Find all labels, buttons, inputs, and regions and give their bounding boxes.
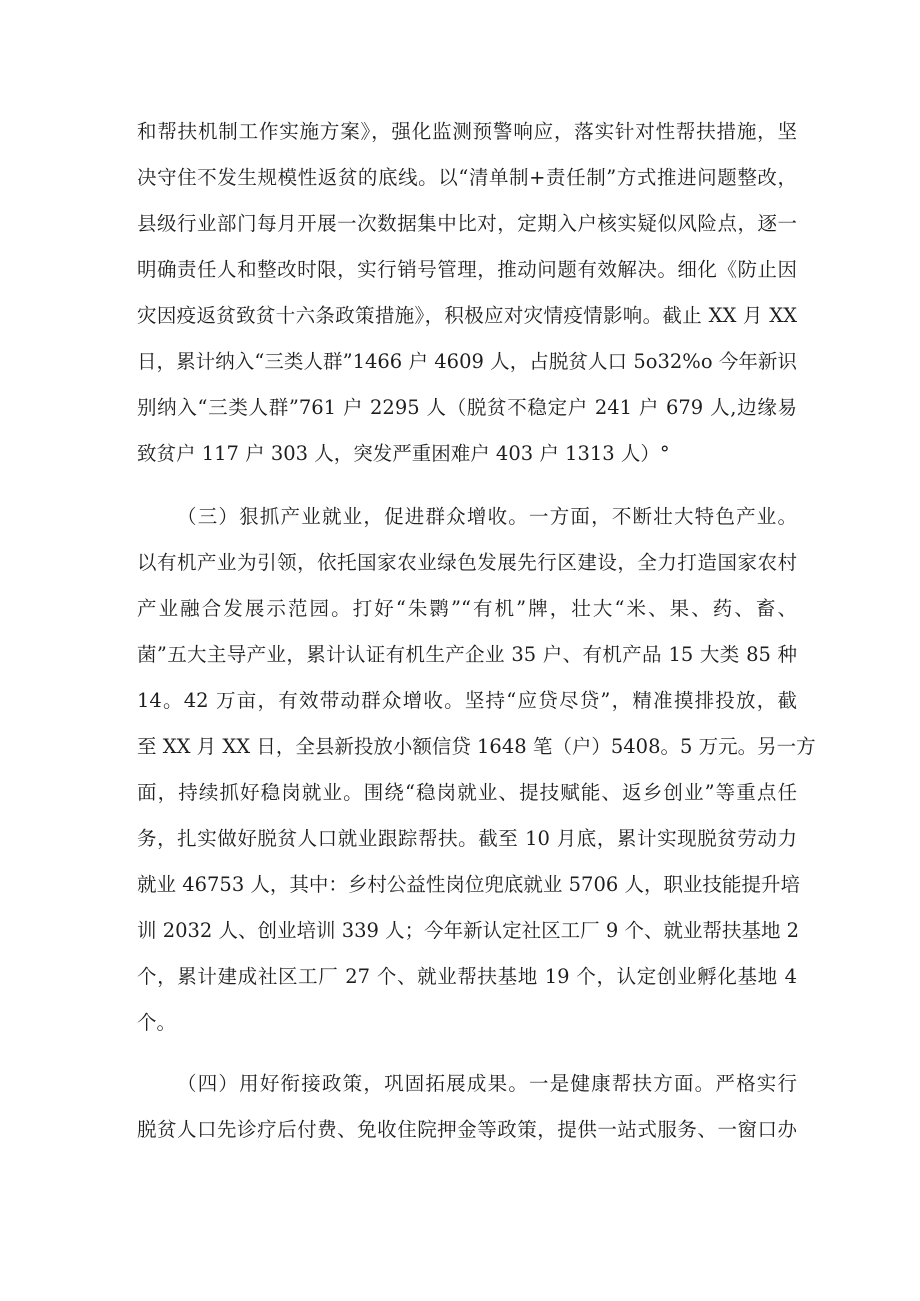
paragraph-line: 14。42 万亩，有效带动群众增收。坚持“应贷尽贷”，精准摸排投放，截 bbox=[137, 689, 797, 712]
paragraph-line: 产业融合发展示范园。打好“朱鹮”“有机”牌，壮大“米、果、药、畜、 bbox=[137, 597, 797, 620]
paragraph-line: （三）狠抓产业就业，促进群众增收。一方面，不断壮大特色产业。 bbox=[177, 505, 797, 528]
paragraph-line: 面，持续抓好稳岗就业。围绕“稳岗就业、提技赋能、返乡创业”等重点任 bbox=[137, 781, 797, 804]
paragraph-line: 个，累计建成社区工厂 27 个、就业帮扶基地 19 个，认定创业孵化基地 4 bbox=[137, 965, 797, 988]
paragraph-line: 训 2032 人、创业培训 339 人；今年新认定社区工厂 9 个、就业帮扶基地 2 bbox=[137, 919, 800, 942]
paragraph-line: 决守住不发生规模性返贫的底线。以“清单制+责任制”方式推进问题整改， bbox=[137, 166, 797, 189]
paragraph-line: 和帮扶机制工作实施方案》，强化监测预警响应，落实针对性帮扶措施，坚 bbox=[137, 120, 797, 143]
paragraph-line: 致贫户 117 户 303 人，突发严重困难户 403 户 1313 人）° bbox=[137, 442, 670, 465]
paragraph-line: 菌”五大主导产业，累计认证有机生产企业 35 户、有机产品 15 大类 85 种 bbox=[137, 643, 797, 666]
paragraph-line: 县级行业部门每月开展一次数据集中比对，定期入户核实疑似风险点，逐一 bbox=[137, 212, 797, 235]
paragraph-line: 务，扎实做好脱贫人口就业跟踪帮扶。截至 10 月底，累计实现脱贫劳动力 bbox=[137, 827, 797, 850]
paragraph-line: 就业 46753 人，其中：乡村公益性岗位兜底就业 5706 人，职业技能提升培 bbox=[137, 873, 800, 896]
paragraph-line: （四）用好衔接政策，巩固拓展成果。一是健康帮扶方面。严格实行 bbox=[177, 1072, 797, 1095]
paragraph-line: 至 XX 月 XX 日，全县新投放小额信贷 1648 笔（户）5408。5 万元。另一方 bbox=[137, 735, 816, 758]
paragraph-line: 别纳入“三类人群”761 户 2295 人（脱贫不稳定户 241 户 679 人,边缘易 bbox=[137, 396, 797, 419]
paragraph-line: 个。 bbox=[137, 1011, 177, 1034]
paragraph-line: 日，累计纳入“三类人群”1466 户 4609 人，占脱贫人口 5o32%o 今年新识 bbox=[137, 350, 797, 373]
paragraph-line: 以有机产业为引领，依托国家农业绿色发展先行区建设，全力打造国家农村 bbox=[137, 551, 797, 574]
paragraph-line: 脱贫人口先诊疗后付费、免收住院押金等政策，提供一站式服务、一窗口办 bbox=[137, 1118, 797, 1141]
paragraph-line: 灾因疫返贫致贫十六条政策措施》，积极应对灾情疫情影响。截止 XX 月 XX bbox=[137, 304, 797, 327]
paragraph-line: 明确责任人和整改时限，实行销号管理，推动问题有效解决。细化《防止因 bbox=[137, 258, 797, 281]
